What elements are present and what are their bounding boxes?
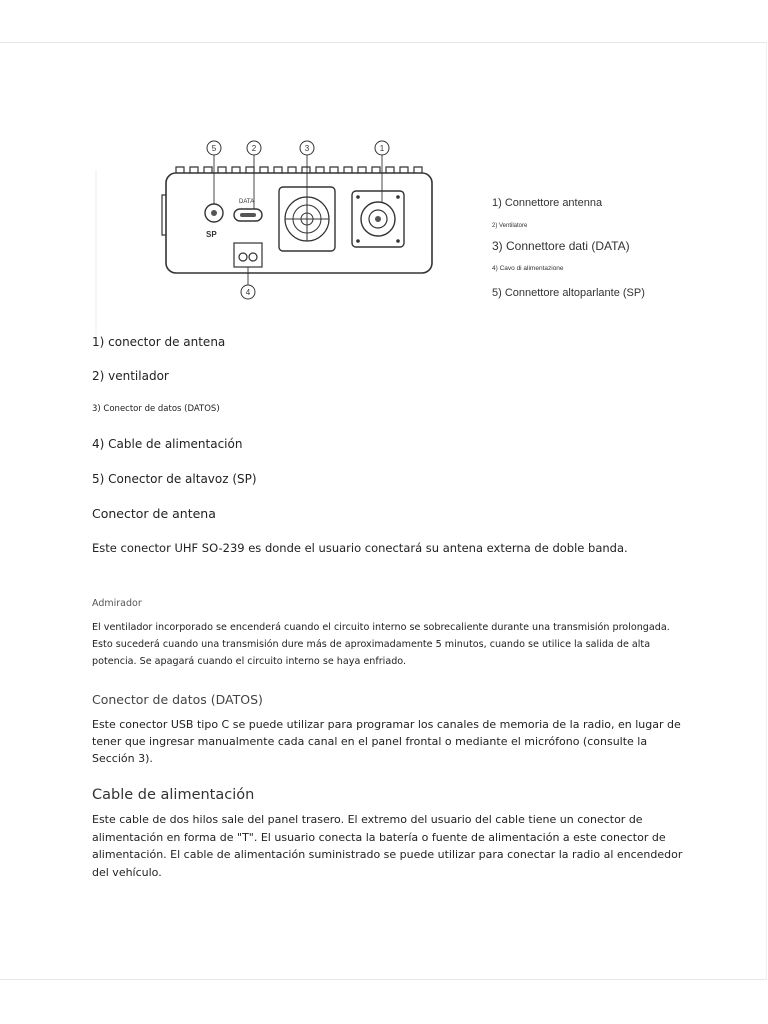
callout-5: 5 — [211, 144, 217, 153]
list-item: 5) Conector de altavoz (SP) — [92, 472, 257, 486]
callout-4: 4 — [245, 288, 251, 297]
heatsink-fins — [176, 167, 422, 173]
legend-item: 5) Connettore altoparlante (SP) — [492, 287, 645, 299]
legend-item: 4) Cavo di alimentazione — [492, 265, 564, 272]
callout-3: 3 — [304, 144, 310, 153]
rear-panel-figure — [84, 125, 684, 340]
callout-1: 1 — [379, 144, 385, 153]
legend-item: 3) Connettore dati (DATA) — [492, 239, 630, 253]
antenna-heading: Conector de antena — [92, 506, 216, 521]
list-item: 2) ventilador — [92, 369, 169, 383]
power-cable-grommet — [234, 243, 262, 267]
rear-panel-diagram — [84, 125, 484, 335]
sp-label: SP — [206, 230, 217, 239]
callout-2: 2 — [251, 144, 257, 153]
data-connector-heading: Conector de datos (DATOS) — [92, 692, 263, 707]
fan-heading: Admirador — [92, 598, 142, 609]
legend-item: 1) Connettore antenna — [492, 197, 603, 209]
sp-jack-core — [211, 210, 217, 216]
list-item: 4) Cable de alimentación — [92, 437, 243, 451]
data-connector-paragraph: Este conector USB tipo C se puede utilizar para programar los canales de memoria de la radio, en lugar de tener que ingresar manualmente cada canal en el panel frontal o mediante el micrófono (consulte la Sección 3). — [92, 718, 681, 765]
antenna-paragraph: Este conector UHF SO-239 es donde el usuario conectará su antena externa de doble banda. — [92, 541, 628, 555]
power-cable-paragraph: Este cable de dos hilos sale del panel trasero. El extremo del usuario del cable tiene un conector de alimentación en forma de "T". El usuario conecta la batería o fuente de alimentación a este conector de alimentación. El cable de alimentación suministrado se puede utilizar para conectar la radio al encendedor del vehículo. — [92, 813, 683, 879]
usb-label: DATA — [239, 199, 255, 205]
power-cable-heading: Cable de alimentación — [92, 787, 255, 803]
list-item: 3) Conector de datos (DATOS) — [92, 404, 220, 414]
legend-item: 2) Ventilatore — [492, 223, 528, 229]
fan-paragraph: El ventilador incorporado se encenderá cuando el circuito interno se sobrecaliente durante una transmisión prolongada. Esto sucederá cuando una transmisión dure más de aproximadamente 5 minutos, cuando se utilice la salida de alta potencia. Se apagará cuando el circuito interno se haya enfriado. — [92, 622, 670, 667]
list-item: 1) conector de antena — [92, 335, 226, 349]
